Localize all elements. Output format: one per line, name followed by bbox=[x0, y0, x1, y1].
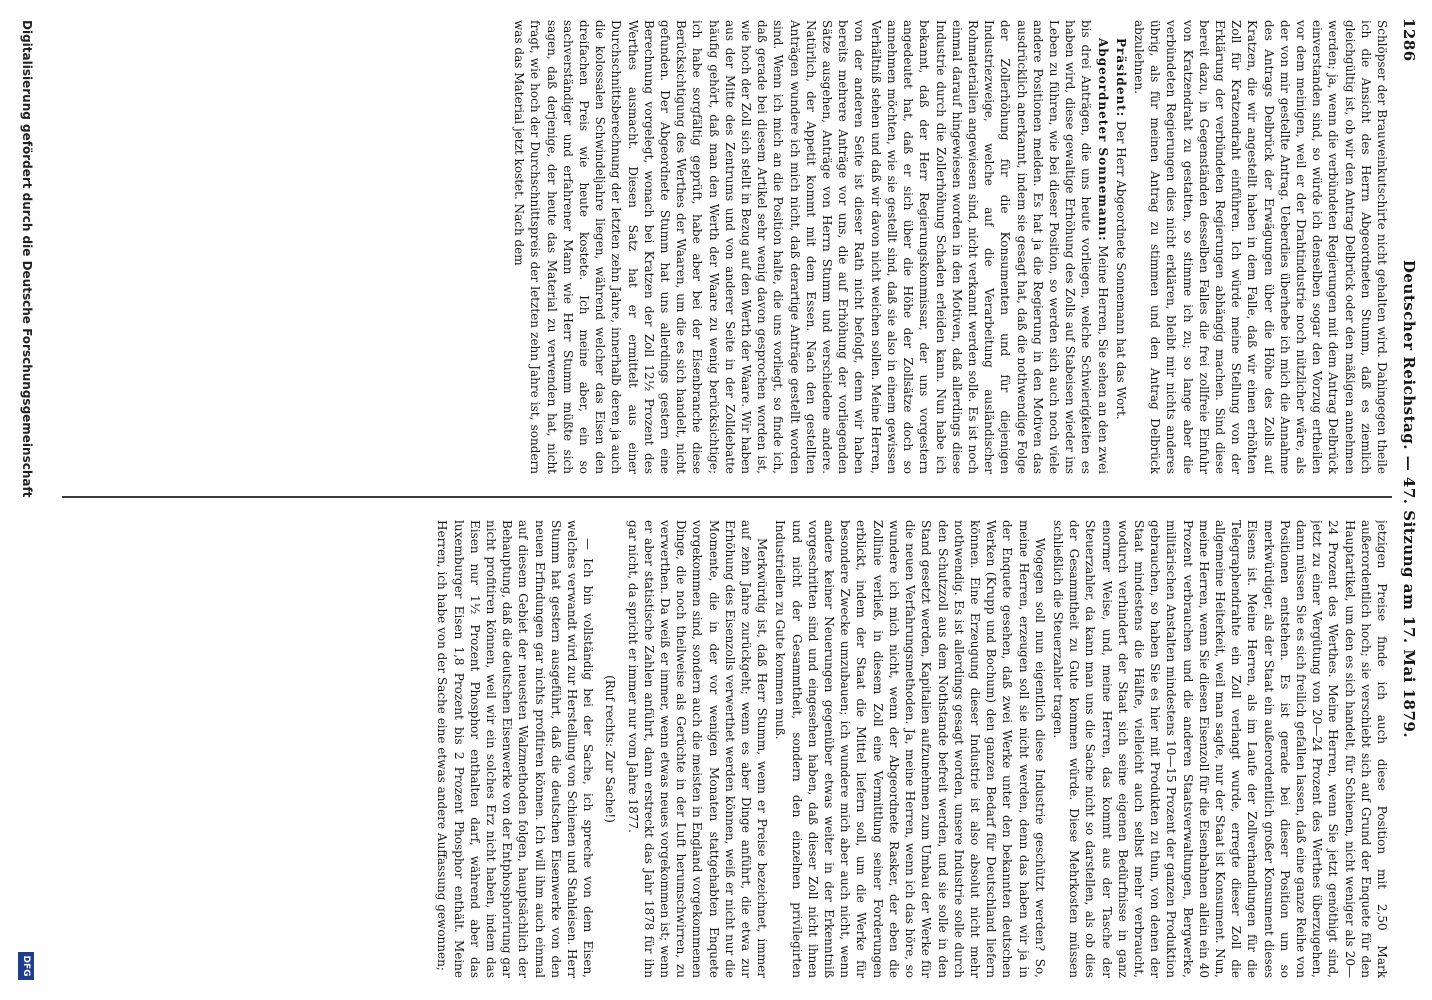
speaker-label: Präsident: bbox=[1113, 38, 1128, 118]
running-head bbox=[1394, 18, 1424, 980]
speaker-label: Abgeordneter Sonnemann: bbox=[1095, 38, 1110, 242]
paragraph: Merkwürdig ist, daß Herr Stumm, wenn er Preise bezeichnet, immer auf zehn Jahre zurückgeht; wenn es aber Dinge anführt, die etwa zur Erhöhung des Eisenzolls verwerthet werden können, weiß er nicht nur die Momente, die in der vor wenigen Monaten stattgehabten Enquete vorgekommen sind, sondern auch die meisten in England vorgekommenen Dinge, die noch theilweise als Gerüchte in der Luft herumschwirren, zu verwerthen. Da weiß er immer, wenn etwas neues vorgekommen ist; wenn er aber statistische Zahlen anführt, dann erstreckt das Jahr 1878 für ihn gar nicht, da spricht er immer nur vom Jahre 1877. bbox=[625, 520, 770, 978]
paragraph: Schlöpser der Brauweinkutschirte nicht gehalten wird. Dahingegen theile ich die Ansicht des Herrn Abgeordneten Stumm, daß es ziemlich gleichgültig ist, ob wir den Antrag Delbrück oder den mäßigen annehmen werden; ja, wenn die verbündeten Regierungen mit dem Antrag Delbrück einverstanden sind, so würde ich denselben sogar den Vorzug ertheilen vor dem meinigen, weil er der Drahtindustrie noch nützlicher wäre, als der von mir gestellte Antrag. Ueberdies überhebe ich mich die Annahme des Antrags Delbrück der Erwägungen über die Höhe des Zolls auf Kratzen, die wir angestellt haben in dem Falle, daß wir einen erhöhten Zoll für Kratzendraht einführen. Ich würde meine Stellung von der Erklärung der verbündeten Regierungen abhängig machen. Sind diese bereit dazu, in Gegenständen desselben Falles die frei zollfreie Einfuhr von Kratzendraht zu gestatten, so stimme ich zu; so lange aber die verbündeten Regierungen dies nicht erklären, bleibt mir nichts anderes übrig, als für meinen Antrag zu stimmen und den Antrag Delbrück abzulehnen. bbox=[1131, 20, 1389, 474]
paragraph: Wogegen soll nun eigentlich diese Industrie geschützt werden? So, meine Herren, erzeugen soll sie nicht werden, denn das haben wir ja in der Enquete gesehen, daß zwei Werke unter den bekannten deutschen Werken (Krupp und Bochum) den ganzen Bedarf für Deutschland liefern können. Eine Erzeugung dieser Industrie ist also absolut nicht mehr nothwendig. Es ist allerdings gesagt worden, unsere Industrie solle durch den Schutzzoll aus dem Nothstande befreit werden, und sie solle in den Stand gesetzt werden, Kapitalien aufzunehmen zum Umbau der Werke für die neuen Verfahrungsmethoden. Ja, meine Herren, wenn ich das höre, so wundere ich mich nicht, wenn der Abgeordnete Rasker, der eben die Zollinie verließ, in diesem Zoll eine Vermittlung seiner Forderungen erblickt, indem der Staat die Mittel liefern soll, um die Werke für besondere Zwecke umzubauen; ich wundere mich aber auch nicht, wenn andere keiner Neuerungen gegenüber etwas weiter in der Erkenntniß vorgeschritten sind und eingesehen haben, daß dieser Zoll nicht ihnen und nicht der Gesammtheit, sondern den einzelnen privilegirten Industriellen zu Gute kommen muß. bbox=[773, 520, 1047, 978]
publication-title: Deutscher Reichstag. — 47. Sitzung am 17. Mai 1879. bbox=[1400, 259, 1418, 739]
paragraph-text: Der Herr Abgeordnete Sonnemann hat das Wort. bbox=[1113, 121, 1128, 420]
paragraph: — Ich bin vollständig bei der Sache, ich spreche von dem Eisen, welches verwandt wird zur Herstellung von Schienen und Stahleisen. Herr Stumm hat gestern ausgeführt, daß die deutschen Eisenwerke von den neuen Erfindungen gar nichts profitiren können. Ich will ihm auch einmal auf diesem Gebiet der neuesten Walzmethoden folgen, hauptsächlich der Behauptung, daß die deutschen Eisenwerke von der Entphosphorirung gar nicht profitiren können, weil wir ein solches Erz nicht haben, indem das Eisen nur 1½ Prozent Phosphor enthalten darf, während aber das luxemburger Eisen 1,8 Prozent bis 2 Prozent Phosphor enthält. Meine Herren, ich habe von der Sache eine etwas andere Auffassung gewonnen; bbox=[435, 520, 596, 978]
scan-credit-text: Digitalisierung gefördert durch die Deutsche Forschungsgemeinschaft bbox=[20, 20, 34, 498]
column-divider bbox=[62, 496, 1392, 498]
right-column bbox=[70, 520, 1390, 978]
paragraph bbox=[1113, 20, 1129, 474]
dfg-logo-icon: DFG bbox=[18, 952, 34, 980]
interjection: (Ruf rechts: Zur Sache!) bbox=[603, 675, 618, 823]
page-number: 1286 bbox=[1400, 18, 1418, 62]
left-column bbox=[70, 20, 1390, 474]
paragraph bbox=[511, 20, 1111, 474]
scan-credit-line bbox=[14, 20, 34, 980]
paragraph-text: Meine Herren, Sie sehen an den zwei bis drei Anträgen, die uns heute vorliegen, welche Schwierigkeiten es haben wird, diese gewaltige Erhöhung des Zolls auf Stabeisen wieder ins Leben zu führen, wie bei dieser Position, so werden sich auch noch viele andere Positionen melden. Es hat ja die Regierung in den Motiven das ausdrücklich anerkannt, indem sie gesagt hat, daß die nothwendige Folge der Zollerhöhung für die Konsumenten und für diejenigen Industriezweige, welche auf die Verarbeitung ausländischer Rohmaterialien angewiesen sind, nicht verkannt werden solle. Es ist noch einmal darauf hingewiesen worden in den Motiven, daß allerdings diese Industrie durch die Zollerhöhung Schaden erleiden kann. Nun habe ich bekannt, daß der Herr Regierungskommissar, der uns vorgestern angedeutet hat, daß er sich über die Höhe der Zollsätze doch so annehmen möchten, wie sie gestellt sind, daß sie also in einem gewissen Verhältniß stehen und daß wir davon nicht weichen sollen. Meine Herren, von der anderen Seite ist dieser Rath nicht befolgt, denn wir haben bereits mehrere Anträge vor uns, die auf Erhöhung der vorliegenden Sätze ausgehen, Anträge von Herrn Stumm und verschiedene andere. Natürlich, der Appetit kommt mit dem Essen. Nach den gestellten Anträgen wundere ich mich nicht, daß derartige Anträge gestellt worden sind. Wenn ich mich an die Position halte, die uns vorliegt, so finde ich, daß gerade bei diesem Artikel sehr wenig davon gesprochen worden ist, wie hoch der Zoll sich stellt in Bezug auf den Werth der Waare. Wir haben aus der Mitte des Zentrums und von anderer Seite in der Zolldebatte häufig gehört, daß man den Werth der Waare zu wenig berücksichtige; ich habe sorgfältig geprüft, habe aber bei der Eisenbranche diese Berücksichtigung des Werthes der Waaren, um die es sich handelt, nicht gefunden. Der Abgeordnete Stumm hat uns allerdings gestern eine Berechnung vorgelegt, wonach bei Kratzen der Zoll 12½ Prozent des Werthes ausmacht. Diesen Satz hat er ermittelt aus einer Durchschnittsberechnung der letzten zehn Jahre, innerhalb deren ja auch die kolossalen Schwindeljahre liegen, während welcher das Eisen den dreifachen Preis wie heute kostete. Ich meine aber, ein so sachverständiger und erfahrener Mann wie Herr Stumm müßte sich sagen, daß derjenige, der heute das Material zu verwenden hat, nicht fragt, wie hoch der Durchschnittspreis der letzten zehn Jahre ist, sondern was das Material jetzt kostet. Nach dem bbox=[512, 20, 1110, 474]
paragraph: jetzigen Preise finde ich auch diese Position mit 2,50 Mark außerordentlich hoch; sie verschiebt sich auf Grund der Enquete für den Hauptartikel, um den es sich handelt, für Schienen, nicht weniger als 20—24 Prozent des Werthes. Meine Herren, wenn Sie jetzt genöthigt sind, jetzt zu einer Vergütung von 20—24 Prozent des Werthes überzugehen, dann müssen Sie es sich freilich gefallen lassen, daß eine ganze Reihe von Positionen entstehen. Es ist gerade bei dieser Position um so merkwürdiger, als der Staat ein außerordentlich großer Konsument dieses Eisens ist. Meine Herren, als im Laufe der Zollverhandlungen für die Telegraphendrahte ein Zoll verlangt wurde, erregte dieser Zoll die allgemeine Heiterkeit, weil man sagte, nur der Staat ist Konsument. Nun, meine Herren, wenn Sie diesen Eisenzoll für die Eisenbahnen allein ein 40 Prozent verbrauchen und die anderen Staatsverwaltungen, Bergwerke, militärischen Anstalten mindestens 10—15 Prozent der ganzen Produktion gebrauchen, so haben Sie es hier mit Produkten zu thun, von denen der Staat mindestens die Hälfte, vielleicht auch selbst mehr verbraucht, wodurch verhindert der Staat sich seine eigenen Bedürfnisse in ganz enormer Weise, und, meine Herren, das kommt aus der Tasche der Steuerzahler, da kann man uns die Sache nicht so darstellen, als ob dies der Gesammtheit zu Gute kommen würde. Diese Mehrkosten müssen schließlich die Steuerzahler tragen. bbox=[1050, 520, 1389, 978]
